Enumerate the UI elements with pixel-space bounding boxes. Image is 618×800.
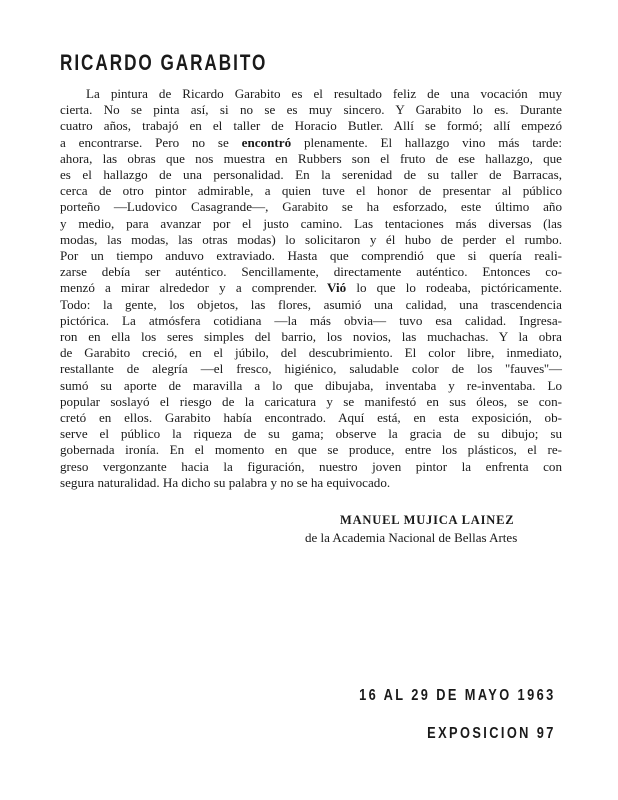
text-line: serve el público la riqueza de su gama; observe la gracia de su dibujo; su: [60, 426, 562, 442]
text-line: segura naturalidad. Ha dicho su palabra y no se ha equivocado.: [60, 474, 391, 490]
text-line: ron en ella los seres simples del barrio, los novios, las muchachas. Y la obra: [60, 329, 562, 345]
text-line: greso vergonzante hacia la figuración, nuestro joven pintor la enfrenta con: [60, 458, 562, 474]
essay-text: [60, 86, 562, 491]
page-title: RICARDO GARABITO: [60, 50, 268, 75]
exhibition-number: EXPOSICION 97: [427, 725, 556, 742]
text-line: La pintura de Ricardo Garabito es el resultado feliz de una vocación muy: [86, 86, 562, 101]
text-line: cuatro años, trabajó en el taller de Horacio Butler. Allí se formó; allí empezó: [60, 118, 562, 134]
text-line: es el hallazgo de una personalidad. En la serenidad de su taller de Barracas,: [60, 167, 562, 183]
author-name: MANUEL MUJICA LAINEZ: [340, 513, 515, 527]
emphasis-word: encontró: [241, 134, 292, 150]
text-line: modas, las modas, las otras modas) lo solicitaron y él hubo de perder el rumbo.: [60, 231, 562, 247]
text-line: cerca de otro pintor admirable, a quien tuve el honor de presentar al público: [60, 183, 562, 199]
text-line: zarse debía ser auténtico. Sencillamente, directamente auténtico. Entonces co-: [60, 264, 562, 280]
text-line: sumó su aporte de maravilla a lo que dibujaba, inventaba y re-inventaba. Lo: [60, 377, 562, 393]
text-line: cretó en ellos. Garabito había encontrado. Aquí está, en esta exposición, ob-: [60, 410, 562, 426]
text-line: menzó a mirar alrededor y a comprender. Vió lo que lo rodeaba, pictóricamente.: [60, 280, 562, 296]
text-line: popular soslayó el riesgo de la caricatura y se manifestó en sus óleos, se con-: [60, 393, 562, 409]
text-line: ahora, las obras que nos muestra en Rubbers son el fruto de ese hallazgo, que: [60, 150, 562, 166]
text-line: Todo: la gente, los objetos, las flores, asumió una calidad, una trascendencia: [60, 296, 562, 312]
text-line: restallante de alegría —el fresco, higiénico, saludable color de los ''fauves''—: [60, 361, 562, 377]
emphasis-word: Vió: [327, 280, 347, 296]
text-line: de Garabito creció, en el júbilo, del descubrimiento. El color libre, inmediato,: [60, 345, 562, 361]
text-line: a encontrarse. Pero no se encontró plenamente. El hallazgo vino más tarde:: [60, 134, 563, 150]
text-line: y medio, para avanzar por el justo camino. Las tentaciones más diversas (las: [60, 215, 562, 231]
text-line: Por un tiempo anduvo extraviado. Hasta que comprendió que si quería reali-: [60, 248, 562, 264]
exhibition-dates: 16 AL 29 DE MAYO 1963: [359, 687, 556, 704]
text-line: cierta. No se pinta así, si no se es muy sincero. Y Garabito lo es. Durante: [60, 102, 562, 118]
author-affiliation: de la Academia Nacional de Bellas Artes: [305, 530, 518, 545]
text-line: porteño —Ludovico Casagrande—, Garabito se ha esforzado, este último año: [60, 199, 562, 215]
text-line: gobernada ironía. En el momento en que se produce, entre los plásticos, el re-: [60, 442, 562, 458]
text-line: pictórica. La atmósfera cotidiana —la más obvia— tuvo esa calidad. Ingresa-: [60, 312, 562, 328]
